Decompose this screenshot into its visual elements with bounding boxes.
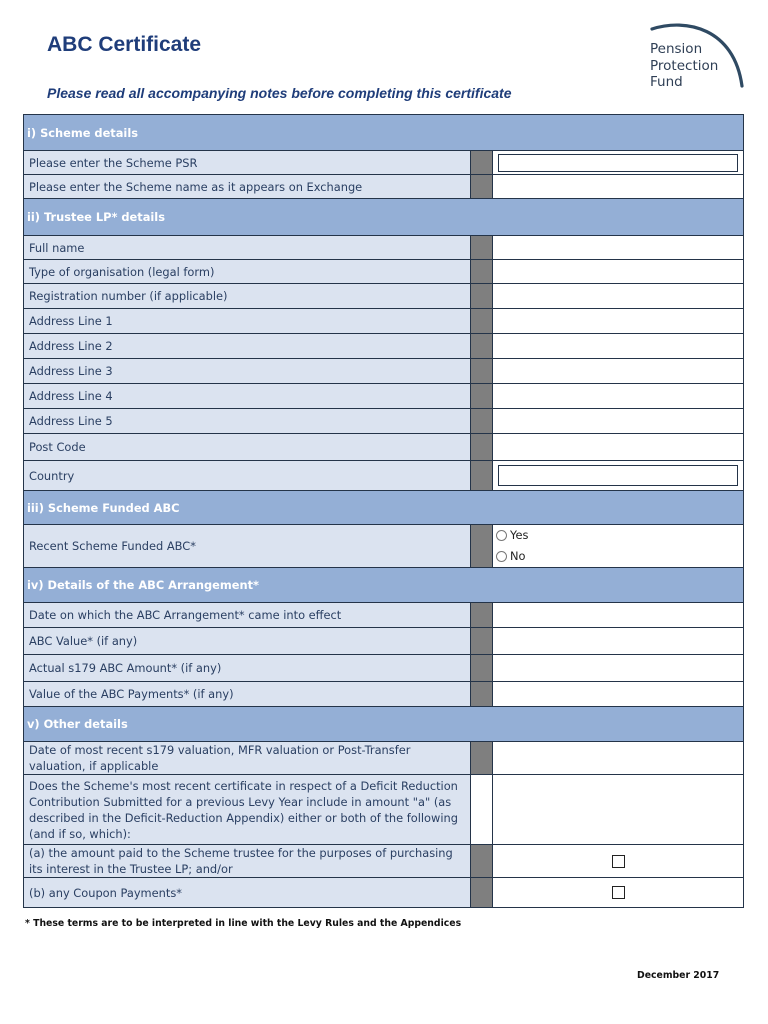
field-label: (b) any Coupon Payments* [24,878,471,908]
field-label: Address Line 4 [24,384,471,409]
field-label: Actual s179 ABC Amount* (if any) [24,655,471,682]
form-row [24,334,744,359]
blank-cell [471,775,493,845]
field-label: Address Line 1 [24,309,471,334]
radio-label: Yes [510,528,529,542]
field-label: Please enter the Scheme PSR [24,151,471,175]
section-title: iii) Scheme Funded ABC [24,491,744,525]
s179-abc-amount-input[interactable] [493,655,744,682]
form-row [24,878,744,908]
field-label: Address Line 5 [24,409,471,434]
form-row [24,434,744,461]
form-row [24,260,744,284]
grey-cell [471,655,493,682]
country-input[interactable] [493,461,744,491]
section-header-scheme-funded-abc [24,491,744,525]
field-label: Does the Scheme's most recent certificate in respect of a Deficit Reduction Contribution Submitted for a previous Levy Year include in amount "a" (as described in the Deficit-Reduction Appendix) either or both of the following (and if so, which): [24,775,471,845]
field-label: ABC Value* (if any) [24,628,471,655]
form-row [24,682,744,707]
radio-circle-icon[interactable] [496,530,507,541]
scheme-psr-field[interactable] [498,154,738,172]
section-header-trustee-lp [24,199,744,236]
form-row-scheme-name [24,175,744,199]
grey-cell [471,175,493,199]
address-line-4-input[interactable] [493,384,744,409]
grey-cell [471,461,493,491]
document-date: December 2017 [637,970,720,981]
amount-paid-checkbox[interactable] [612,855,625,868]
field-label: Address Line 2 [24,334,471,359]
country-field[interactable] [498,465,738,486]
form-row [24,525,744,568]
grey-cell [471,284,493,309]
section-title: iv) Details of the ABC Arrangement* [24,568,744,603]
form-row [24,236,744,260]
abc-payments-value-input[interactable] [493,682,744,707]
abc-effective-date-input[interactable] [493,603,744,628]
field-label: Address Line 3 [24,359,471,384]
grey-cell [471,359,493,384]
organisation-type-input[interactable] [493,260,744,284]
grey-cell [471,628,493,655]
grey-cell [471,409,493,434]
form-row [24,309,744,334]
grey-cell [471,742,493,775]
radio-circle-icon[interactable] [496,551,507,562]
form-row [24,359,744,384]
certificate-form [23,114,744,908]
recent-scheme-funded-abc-options [493,525,744,568]
page-title: ABC Certificate [47,33,202,56]
section-title: i) Scheme details [24,115,744,151]
address-line-5-input[interactable] [493,409,744,434]
field-label: Date of most recent s179 valuation, MFR valuation or Post-Transfer valuation, if applicable [24,742,471,775]
form-row [24,461,744,491]
page-subtitle: Please read all accompanying notes before completing this certificate [47,85,512,101]
section-header-scheme-details [24,115,744,151]
section-header-abc-arrangement [24,568,744,603]
form-row [24,284,744,309]
coupon-payments-checkbox[interactable] [612,886,625,899]
form-row [24,742,744,775]
amount-paid-checkbox-cell [493,845,744,878]
radio-no[interactable] [496,546,743,567]
grey-cell [471,334,493,359]
field-label: Full name [24,236,471,260]
logo-line: Protection [650,57,719,74]
field-label: Registration number (if applicable) [24,284,471,309]
scheme-name-input[interactable] [493,175,744,199]
section-title: ii) Trustee LP* details [24,199,744,236]
form-row [24,655,744,682]
valuation-date-input[interactable] [493,742,744,775]
coupon-payments-checkbox-cell [493,878,744,908]
grey-cell [471,384,493,409]
grey-cell [471,309,493,334]
grey-cell [471,151,493,175]
form-row [24,384,744,409]
grey-cell [471,525,493,568]
form-row [24,603,744,628]
field-label: Post Code [24,434,471,461]
footnote: * These terms are to be interpreted in line with the Levy Rules and the Appendices [25,918,462,929]
grey-cell [471,236,493,260]
scheme-psr-input[interactable] [493,151,744,175]
abc-value-input[interactable] [493,628,744,655]
post-code-input[interactable] [493,434,744,461]
form-row-scheme-psr [24,151,744,175]
field-label: Date on which the ABC Arrangement* came into effect [24,603,471,628]
address-line-2-input[interactable] [493,334,744,359]
field-label: (a) the amount paid to the Scheme trustee for the purposes of purchasing its interest in the Trustee LP; and/or [24,845,471,878]
field-label: Country [24,461,471,491]
grey-cell [471,260,493,284]
registration-number-input[interactable] [493,284,744,309]
grey-cell [471,434,493,461]
full-name-input[interactable] [493,236,744,260]
section-title: v) Other details [24,707,744,742]
section-header-other-details [24,707,744,742]
address-line-3-input[interactable] [493,359,744,384]
logo-line: Fund [650,74,683,90]
form-row [24,409,744,434]
grey-cell [471,878,493,908]
field-label: Value of the ABC Payments* (if any) [24,682,471,707]
logo-line: Pension [650,41,703,57]
blank-value-cell [493,775,744,845]
radio-label: No [510,549,526,563]
field-label: Type of organisation (legal form) [24,260,471,284]
field-label: Recent Scheme Funded ABC* [24,525,471,568]
grey-cell [471,603,493,628]
grey-cell [471,845,493,878]
radio-yes[interactable] [496,525,743,546]
address-line-1-input[interactable] [493,309,744,334]
form-row [24,775,744,845]
form-row [24,628,744,655]
logo-text [650,41,718,91]
form-row [24,845,744,878]
field-label: Please enter the Scheme name as it appears on Exchange [24,175,471,199]
ppf-logo [646,20,746,96]
grey-cell [471,682,493,707]
